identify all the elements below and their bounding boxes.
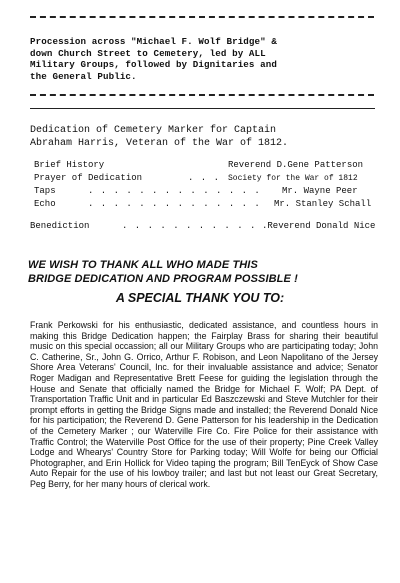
dashed-divider-bottom xyxy=(30,94,374,96)
program-item xyxy=(30,221,375,233)
program-item-label: Brief History xyxy=(34,160,105,170)
program-item-dots: . . . . . . . . . . . xyxy=(122,221,257,231)
program-item-label: Echo xyxy=(34,199,56,209)
program-item-participant: Society for the War of 1812 xyxy=(228,174,358,183)
program-item xyxy=(30,173,375,185)
program-item-participant: Reverend D.Gene Patterson xyxy=(228,160,364,170)
program-item xyxy=(30,199,375,211)
acknowledgements-text: Frank Perkowski for his enthusiastic, dedicated assistance, and countless hours in making this Bridge Dedication happen; the Fairplay Brass for sharing their beautiful music on this special occassion; all our Military Groups who are participating today; John C. Catherine, Sr., John G. Orrico, Arthur F. Robison, and Leon Napolitano of the Jersey Shore Area Veterans' Council, Inc. for their invaluable assistance and advice; Senator Roger Madigan and Representative Brett Feese for guiding the legislation through the House and Senate that officially named the Bridge for Michael F. Wolf; PA Dept. of Transportation Traffic Unit and in particular Ed Baszczewski and Steve Mutchler for their prompt efforts in getting the Bridge Signs made and installed; the Reverend Donald Nice for his participation; the Reverend D. Gene Patterson for his leadership in the Dedication of the Cemetery Marker ; our Waterville Fire Co. Fire Police for their assistance with Traffic Control; the Waterville Post Office for the use of their property; Pine Creek Valley Lodge and Whearys' Country Store for Parking today; Will Wolfe for being our Official Photographer, and Erin Hollick for Video taping the program; Bill TenEyck of Show Case Auto Repair for the use of his lowboy trailer; and last but not least our Great Secretary, Peg Berry, for her many hours of clerical work. xyxy=(30,320,378,489)
dedication-heading: Dedication of Cemetery Marker for Captain Abraham Harris, Veteran of the War of 1812. xyxy=(30,125,289,149)
program-item-label: Benediction xyxy=(30,221,90,231)
program-item-dots: . . . xyxy=(188,173,221,183)
program-item-label: Taps xyxy=(34,186,56,196)
procession-text: Procession across "Michael F. Wolf Bridge" & down Church Street to Cemetery, led by ALL Military Groups, followed by Dignitaries and the General Public. xyxy=(30,36,277,82)
special-thanks-heading: A SPECIAL THANK YOU TO: xyxy=(115,291,285,305)
program-item-label: Prayer of Dedication xyxy=(34,173,143,183)
program-item-participant: .Reverend Donald Nice xyxy=(262,221,376,231)
program-item-participant: Mr. Stanley Schall xyxy=(274,199,372,209)
program-item-dots: . . . . . . . . . . . . . . xyxy=(88,186,261,196)
program-item-dots: . . . . . . . . . . . . . . xyxy=(88,199,261,209)
thanks-heading: WE WISH TO THANK ALL WHO MADE THIS BRIDGE DEDICATION AND PROGRAM POSSIBLE ! xyxy=(28,259,298,285)
dashed-divider-top xyxy=(30,16,374,18)
solid-divider xyxy=(30,108,375,109)
program-item-participant: Mr. Wayne Peer xyxy=(282,186,358,196)
program-item xyxy=(30,160,375,172)
program-item xyxy=(30,186,375,198)
